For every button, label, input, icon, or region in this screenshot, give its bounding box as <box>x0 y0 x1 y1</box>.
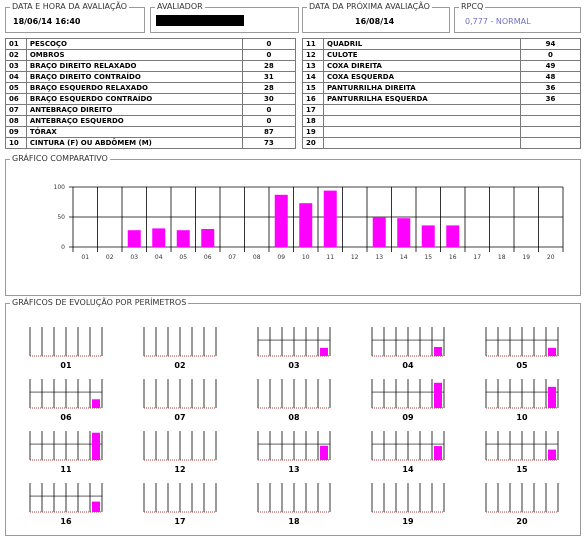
evaluation-date-value: 18/06/14 16:40 <box>13 17 81 26</box>
measurement-name: PESCOÇO <box>26 39 242 50</box>
measurement-row <box>303 61 581 72</box>
measurement-row <box>6 72 296 83</box>
mini-chart-19 <box>370 482 446 516</box>
measurement-name <box>324 105 521 116</box>
mini-chart-label: 10 <box>516 413 528 422</box>
measurement-row <box>303 116 581 127</box>
bar-11 <box>324 191 337 247</box>
bar-10 <box>299 203 312 247</box>
mini-chart-label: 05 <box>516 361 528 370</box>
mini-chart-12 <box>142 430 218 464</box>
mini-chart-13 <box>256 430 332 464</box>
bar-03 <box>128 230 141 247</box>
mini-chart-16 <box>28 482 104 516</box>
x-tick-label: 03 <box>130 254 139 261</box>
measurement-value: 0 <box>242 105 295 116</box>
x-tick-label: 17 <box>473 254 482 261</box>
measurement-row <box>6 105 296 116</box>
measurement-value: 30 <box>242 94 295 105</box>
mini-bar-05 <box>548 348 556 356</box>
x-tick-label: 11 <box>326 254 335 261</box>
mini-chart-04 <box>370 326 446 360</box>
x-tick-label: 01 <box>81 254 90 261</box>
measurement-value: 94 <box>520 39 580 50</box>
bar-13 <box>373 218 386 247</box>
bar-05 <box>177 230 190 247</box>
measurement-value <box>520 127 580 138</box>
x-tick-label: 19 <box>522 254 531 261</box>
mini-bar-13 <box>320 446 328 460</box>
measurement-number: 13 <box>303 61 324 72</box>
measurement-name: CINTURA (F) OU ABDÔMEM (M) <box>26 138 242 149</box>
measurement-value <box>520 116 580 127</box>
measurement-number: 09 <box>6 127 27 138</box>
measurement-number: 18 <box>303 116 324 127</box>
mini-chart-label: 12 <box>174 465 186 474</box>
mini-bar-10 <box>548 387 556 408</box>
measurement-value: 48 <box>520 72 580 83</box>
measurement-name: BRAÇO ESQUERDO RELAXADO <box>26 83 242 94</box>
measurement-number: 10 <box>6 138 27 149</box>
measurement-value: 73 <box>242 138 295 149</box>
measurement-row <box>6 39 296 50</box>
measurement-value: 31 <box>242 72 295 83</box>
x-tick-label: 10 <box>301 254 310 261</box>
next-evaluation-value: 16/08/14 <box>355 17 395 26</box>
measurement-value: 28 <box>242 83 295 94</box>
mini-bar-16 <box>92 502 100 512</box>
measurement-name <box>324 116 521 127</box>
measurement-value: 36 <box>520 83 580 94</box>
mini-bar-15 <box>548 450 556 460</box>
mini-chart-label: 09 <box>402 413 414 422</box>
left-measurements-table <box>5 38 296 149</box>
measurement-number: 05 <box>6 83 27 94</box>
mini-chart-label: 18 <box>288 517 300 526</box>
measurement-name: PANTURRILHA ESQUERDA <box>324 94 521 105</box>
mini-chart-03 <box>256 326 332 360</box>
rpcq-label: RPCQ <box>461 2 484 11</box>
measurement-name <box>324 127 521 138</box>
measurement-name: BRAÇO DIREITO CONTRAÍDO <box>26 72 242 83</box>
evaluation-date-label: DATA E HORA DA AVALIAÇÃO <box>12 2 128 11</box>
mini-chart-label: 11 <box>60 465 72 474</box>
evaluator-label: AVALIADOR <box>157 2 203 11</box>
mini-chart-15 <box>484 430 560 464</box>
mini-chart-06 <box>28 378 104 412</box>
measurement-row <box>303 39 581 50</box>
mini-bar-06 <box>92 399 100 408</box>
measurement-number: 12 <box>303 50 324 61</box>
comparative-bar-chart <box>6 160 580 295</box>
measurement-number: 02 <box>6 50 27 61</box>
x-tick-label: 05 <box>179 254 188 261</box>
measurement-row <box>303 72 581 83</box>
x-tick-label: 20 <box>546 254 555 261</box>
evolution-charts-panel <box>5 298 581 536</box>
measurement-value: 0 <box>520 50 580 61</box>
mini-chart-label: 08 <box>288 413 300 422</box>
bar-04 <box>152 228 165 247</box>
measurement-row <box>6 138 296 149</box>
measurement-value: 0 <box>242 50 295 61</box>
mini-chart-07 <box>142 378 218 412</box>
mini-chart-label: 02 <box>174 361 186 370</box>
measurement-name: COXA ESQUERDA <box>324 72 521 83</box>
measurement-row <box>6 127 296 138</box>
measurement-value: 0 <box>242 39 295 50</box>
mini-chart-label: 04 <box>402 361 414 370</box>
x-tick-label: 13 <box>375 254 384 261</box>
measurement-number: 07 <box>6 105 27 116</box>
evolution-charts-title: GRÁFICOS DE EVOLUÇÃO POR PERÍMETROS <box>12 298 187 307</box>
measurement-row <box>303 127 581 138</box>
measurement-value <box>520 105 580 116</box>
mini-chart-label: 19 <box>402 517 414 526</box>
x-tick-label: 06 <box>203 254 212 261</box>
mini-chart-label: 13 <box>288 465 300 474</box>
x-tick-label: 02 <box>105 254 114 261</box>
mini-chart-20 <box>484 482 560 516</box>
measurement-row <box>6 61 296 72</box>
evaluator-box <box>150 2 299 33</box>
mini-chart-label: 07 <box>174 413 186 422</box>
measurement-value: 49 <box>520 61 580 72</box>
measurement-value: 0 <box>242 116 295 127</box>
mini-chart-label: 01 <box>60 361 72 370</box>
mini-chart-label: 20 <box>516 517 528 526</box>
rpcq-box <box>454 2 581 33</box>
mini-chart-label: 15 <box>516 465 528 474</box>
x-tick-label: 07 <box>228 254 237 261</box>
x-tick-label: 09 <box>277 254 286 261</box>
measurement-value: 87 <box>242 127 295 138</box>
measurement-name: OMBROS <box>26 50 242 61</box>
bar-16 <box>446 225 459 247</box>
mini-bar-09 <box>434 383 442 408</box>
measurement-row <box>303 94 581 105</box>
measurement-name: BRAÇO DIREITO RELAXADO <box>26 61 242 72</box>
measurement-number: 01 <box>6 39 27 50</box>
mini-chart-01 <box>28 326 104 360</box>
measurement-name: QUADRIL <box>324 39 521 50</box>
measurement-value: 28 <box>242 61 295 72</box>
measurement-number: 08 <box>6 116 27 127</box>
mini-bar-11 <box>92 433 100 460</box>
next-evaluation-label: DATA DA PRÓXIMA AVALIAÇÃO <box>309 2 430 11</box>
measurement-number: 19 <box>303 127 324 138</box>
mini-chart-09 <box>370 378 446 412</box>
measurement-number: 04 <box>6 72 27 83</box>
bar-09 <box>275 195 288 247</box>
bar-06 <box>201 229 214 247</box>
measurement-name <box>324 138 521 149</box>
measurement-number: 03 <box>6 61 27 72</box>
mini-chart-11 <box>28 430 104 464</box>
measurement-row <box>303 50 581 61</box>
measurement-row <box>6 116 296 127</box>
y-tick-label: 100 <box>53 184 65 191</box>
x-tick-label: 12 <box>350 254 359 261</box>
mini-chart-label: 03 <box>288 361 300 370</box>
mini-bar-04 <box>434 347 442 356</box>
measurement-value: 36 <box>520 94 580 105</box>
measurement-row <box>6 50 296 61</box>
measurement-name: ANTEBRAÇO DIREITO <box>26 105 242 116</box>
mini-chart-18 <box>256 482 332 516</box>
measurement-row <box>303 138 581 149</box>
x-tick-label: 08 <box>252 254 261 261</box>
mini-chart-17 <box>142 482 218 516</box>
comparative-chart-panel <box>5 154 581 296</box>
measurement-name: PANTURRILHA DIREITA <box>324 83 521 94</box>
rpcq-value: 0,777 - NORMAL <box>465 17 531 26</box>
measurement-row <box>6 83 296 94</box>
mini-chart-label: 17 <box>174 517 186 526</box>
measurement-name: ANTEBRAÇO ESQUERDO <box>26 116 242 127</box>
bar-15 <box>422 225 435 247</box>
evaluation-date-box <box>5 2 145 33</box>
comparative-chart-title: GRÁFICO COMPARATIVO <box>12 154 108 163</box>
bar-14 <box>397 218 410 247</box>
mini-chart-label: 14 <box>402 465 414 474</box>
x-tick-label: 14 <box>399 254 408 261</box>
measurement-row <box>6 94 296 105</box>
measurement-name: CULOTE <box>324 50 521 61</box>
measurement-name: COXA DIREITA <box>324 61 521 72</box>
y-tick-label: 50 <box>57 214 65 221</box>
right-measurements-table <box>302 38 581 149</box>
evaluator-redacted <box>156 15 244 26</box>
mini-chart-05 <box>484 326 560 360</box>
y-tick-label: 0 <box>61 244 65 251</box>
x-tick-label: 16 <box>448 254 457 261</box>
measurement-number: 17 <box>303 105 324 116</box>
measurement-row <box>303 105 581 116</box>
mini-chart-10 <box>484 378 560 412</box>
mini-bar-14 <box>434 446 442 460</box>
next-evaluation-box <box>302 2 450 33</box>
measurement-name: BRAÇO ESQUERDO CONTRAÍDO <box>26 94 242 105</box>
measurement-number: 11 <box>303 39 324 50</box>
mini-bar-03 <box>320 348 328 356</box>
measurement-value <box>520 138 580 149</box>
x-tick-label: 18 <box>497 254 506 261</box>
mini-chart-14 <box>370 430 446 464</box>
measurement-number: 06 <box>6 94 27 105</box>
measurement-name: TÓRAX <box>26 127 242 138</box>
x-tick-label: 15 <box>424 254 433 261</box>
measurement-number: 20 <box>303 138 324 149</box>
measurement-number: 15 <box>303 83 324 94</box>
x-tick-label: 04 <box>154 254 163 261</box>
mini-chart-label: 06 <box>60 413 72 422</box>
mini-chart-08 <box>256 378 332 412</box>
measurement-number: 14 <box>303 72 324 83</box>
mini-chart-label: 16 <box>60 517 72 526</box>
mini-chart-02 <box>142 326 218 360</box>
measurement-row <box>303 83 581 94</box>
measurement-number: 16 <box>303 94 324 105</box>
